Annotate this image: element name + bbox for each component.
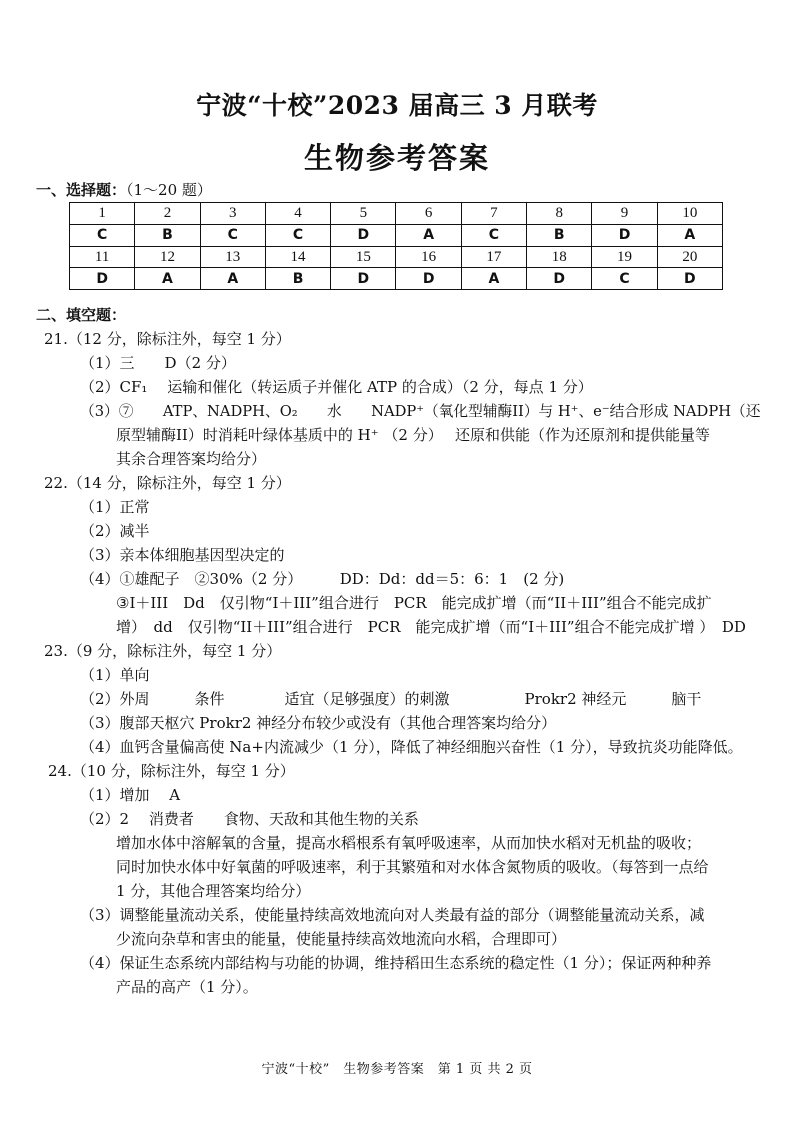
answer-line: （3）调整能量流动关系，使能量持续高效地流向对人类最有益的部分（调整能量流动关系，减 [80, 906, 705, 924]
answer-line: ③I＋III Dd 仅引物“I＋III”组合进行 PCR 能完成扩增（而“II＋III”组合不能完成扩 [116, 594, 712, 612]
table-cell: B [527, 224, 592, 246]
table-cell: 18 [527, 246, 592, 268]
table-cell: 13 [200, 246, 265, 268]
table-cell: D [396, 268, 461, 290]
table-cell: D [657, 268, 722, 290]
table-row-answers-2 [70, 268, 723, 290]
table-cell: D [592, 224, 657, 246]
table-cell: D [331, 224, 396, 246]
table-cell: C [461, 224, 526, 246]
answer-table [69, 202, 723, 290]
answer-line: （1）正常 [80, 498, 150, 516]
table-cell: 20 [657, 246, 722, 268]
table-cell: 8 [527, 203, 592, 225]
answer-line: （2）CF₁ 运输和催化（转运质子并催化 ATP 的合成）（2 分，每点 1 分） [80, 378, 593, 396]
answer-line: （2）减半 [80, 522, 150, 540]
section-1-label: 一、选择题： [36, 181, 127, 199]
table-cell: 17 [461, 246, 526, 268]
table-cell: 14 [265, 246, 330, 268]
answer-line: （2）2 消费者 食物、天敌和其他生物的关系 [80, 810, 419, 828]
table-cell: A [657, 224, 722, 246]
table-cell: D [331, 268, 396, 290]
table-cell: 11 [70, 246, 135, 268]
table-cell: D [527, 268, 592, 290]
table-cell: B [265, 268, 330, 290]
page-footer: 宁波“十校” 生物参考答案 第 1 页 共 2 页 [261, 1062, 533, 1077]
answer-line: 1 分，其他合理答案均给分） [116, 882, 311, 900]
document-subtitle: 生物参考答案 [303, 141, 490, 175]
table-cell: 12 [135, 246, 200, 268]
answer-line: 少流向杂草和害虫的能量，使能量持续高效地流向水稻，合理即可） [116, 930, 567, 948]
answer-line: （2）外周 条件 适宜（足够强度）的刺激 Prokr2 神经元 脑干 [80, 690, 702, 708]
answer-line: 原型辅酶II）时消耗叶绿体基质中的 H⁺ （2 分） 还原和供能（作为还原剂和提供能量等 [116, 426, 710, 444]
table-cell: A [135, 268, 200, 290]
question-21-header: 21.（12 分，除标注外，每空 1 分） [44, 330, 291, 348]
table-cell: C [265, 224, 330, 246]
table-cell: C [70, 224, 135, 246]
table-cell: 4 [265, 203, 330, 225]
section-2-heading: 二、填空题： [36, 306, 127, 324]
table-cell: 10 [657, 203, 722, 225]
answer-line: 同时加快水体中好氧菌的呼吸速率，利于其繁殖和对水体含氮物质的吸收。（每答到一点给 [116, 858, 709, 876]
section-1-heading [36, 178, 212, 202]
table-cell: D [70, 268, 135, 290]
question-23-header: 23.（9 分，除标注外，每空 1 分） [44, 642, 282, 660]
table-cell: A [461, 268, 526, 290]
answer-line: 增） dd 仅引物“II＋III”组合进行 PCR 能完成扩增（而“I＋III”组合不能完成扩增 ） DD [116, 618, 746, 636]
table-cell: 6 [396, 203, 461, 225]
answer-line: （4）①雄配子 ②30%（2 分） DD：Dd：dd＝5：6：1 (2 分) [80, 570, 565, 588]
table-cell: 1 [70, 203, 135, 225]
table-row-numbers-1 [70, 203, 723, 225]
table-row-answers-1 [70, 224, 723, 246]
table-cell: C [592, 268, 657, 290]
question-22-header: 22.（14 分，除标注外，每空 1 分） [44, 474, 291, 492]
answer-line: （1）三 D（2 分） [80, 354, 236, 372]
answer-line: 产品的高产（1 分）。 [116, 978, 258, 996]
table-cell: B [135, 224, 200, 246]
table-cell: 7 [461, 203, 526, 225]
answer-line: （1）增加 A [80, 786, 181, 804]
table-cell: 2 [135, 203, 200, 225]
table-cell: A [200, 268, 265, 290]
answer-line: （3）腹部天枢穴 Prokr2 神经分布较少或没有（其他合理答案均给分） [80, 714, 557, 732]
question-24-header: 24.（10 分，除标注外，每空 1 分） [48, 762, 295, 780]
table-cell: A [396, 224, 461, 246]
answer-line: （4）保证生态系统内部结构与功能的协调，维持稻田生态系统的稳定性（1 分）；保证两种种养 [80, 954, 712, 972]
table-cell: 19 [592, 246, 657, 268]
table-cell: 3 [200, 203, 265, 225]
table-cell: 9 [592, 203, 657, 225]
answer-line: （1）单向 [80, 666, 150, 684]
answer-line: （3）亲本体细胞基因型决定的 [80, 546, 285, 564]
answer-line: （4）血钙含量偏高使 Na+内流减少（1 分），降低了神经细胞兴奋性（1 分），导致抗炎功能降低。 [80, 738, 743, 756]
answer-line: 其余合理答案均给分） [116, 450, 267, 468]
answer-line: 增加水体中溶解氧的含量，提高水稻根系有氧呼吸速率，从而加快水稻对无机盐的吸收； [116, 834, 702, 852]
table-cell: C [200, 224, 265, 246]
table-cell: 5 [331, 203, 396, 225]
table-cell: 16 [396, 246, 461, 268]
table-cell: 15 [331, 246, 396, 268]
section-1-range: （1～20 题） [126, 181, 212, 199]
document-title: 宁波“十校”2023 届高三 3 月联考 [196, 91, 598, 120]
table-row-numbers-2 [70, 246, 723, 268]
answer-line: （3）⑦ ATP、NADPH、O₂ 水 NADP⁺（氧化型辅酶II）与 H⁺、e⁻结合形成 NADPH（还 [80, 402, 761, 420]
